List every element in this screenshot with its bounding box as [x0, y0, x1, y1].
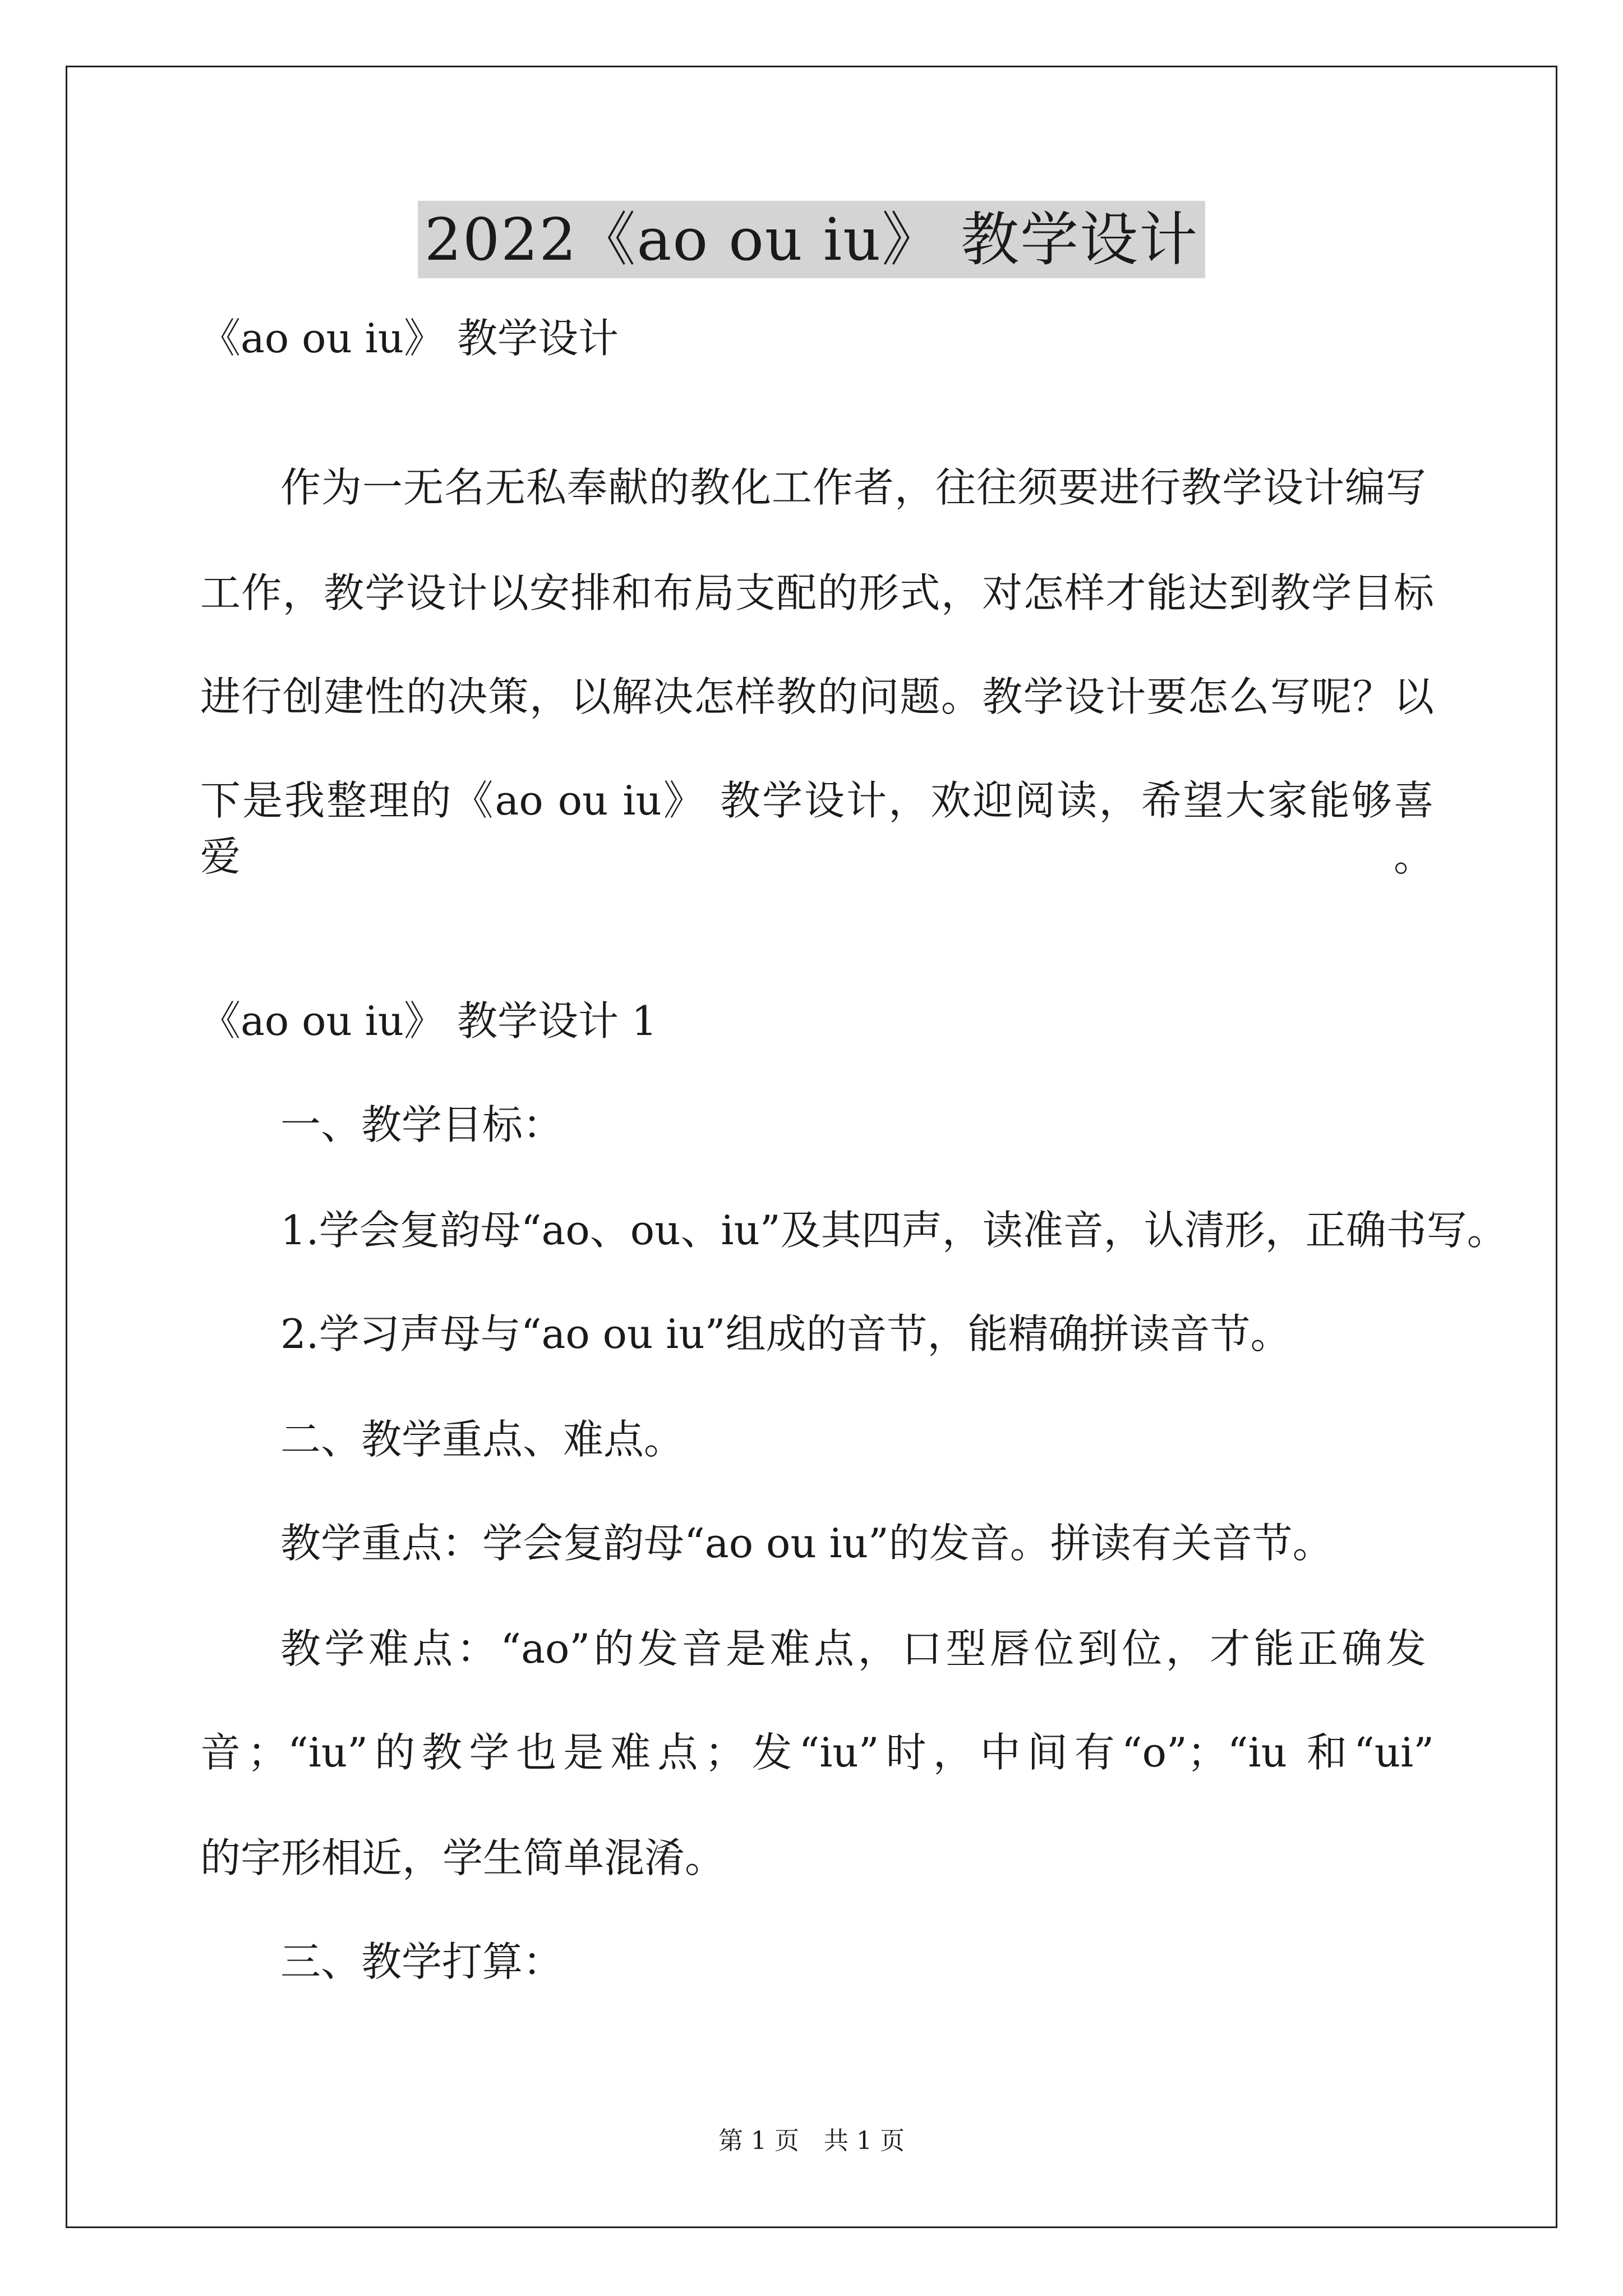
intro-line-3: 进行创建性的决策，以解决怎样教的问题。教学设计要怎么写呢？以 [200, 673, 1434, 720]
title-container [0, 201, 1623, 278]
intro-line-4: 下是我整理的《ao ou iu》 教学设计，欢迎阅读，希望大家能够喜爱。 [200, 777, 1434, 880]
body-line-2: 1.学会复韵母“ao、ou、iu”及其四声，读准音，认清形，正确书写。 [280, 1207, 1507, 1254]
body-line-3: 2.学习声母与“ao ou iu”组成的音节，能精确拼读音节。 [280, 1310, 1291, 1358]
body-line-6: 教学难点：“ao”的发音是难点，口型唇位到位，才能正确发 [280, 1625, 1426, 1672]
document-title: 2022《ao ou iu》 教学设计 [418, 201, 1205, 278]
body-line-1: 一、教学目标： [280, 1101, 564, 1148]
body-line-7: 音；“iu”的教学也是难点；发“iu”时，中间有“o”；“iu 和“ui” [200, 1729, 1434, 1776]
page-footer: 第 1 页 共 1 页 [718, 2127, 905, 2155]
body-line-8: 的字形相近，学生简单混淆。 [200, 1834, 726, 1881]
body-line-5: 教学重点：学会复韵母“ao ou iu”的发音。拼读有关音节。 [280, 1520, 1333, 1567]
body-line-9: 三、教学打算： [280, 1938, 564, 1985]
body-line-4: 二、教学重点、难点。 [280, 1416, 685, 1463]
intro-line-2: 工作，教学设计以安排和布局支配的形式，对怎样才能达到教学目标 [200, 569, 1434, 616]
subtitle: 《ao ou iu》 教学设计 [200, 315, 619, 362]
section-heading: 《ao ou iu》 教学设计 1 [200, 997, 657, 1045]
intro-line-1: 作为一无名无私奉献的教化工作者，往往须要进行教学设计编写 [280, 464, 1426, 511]
